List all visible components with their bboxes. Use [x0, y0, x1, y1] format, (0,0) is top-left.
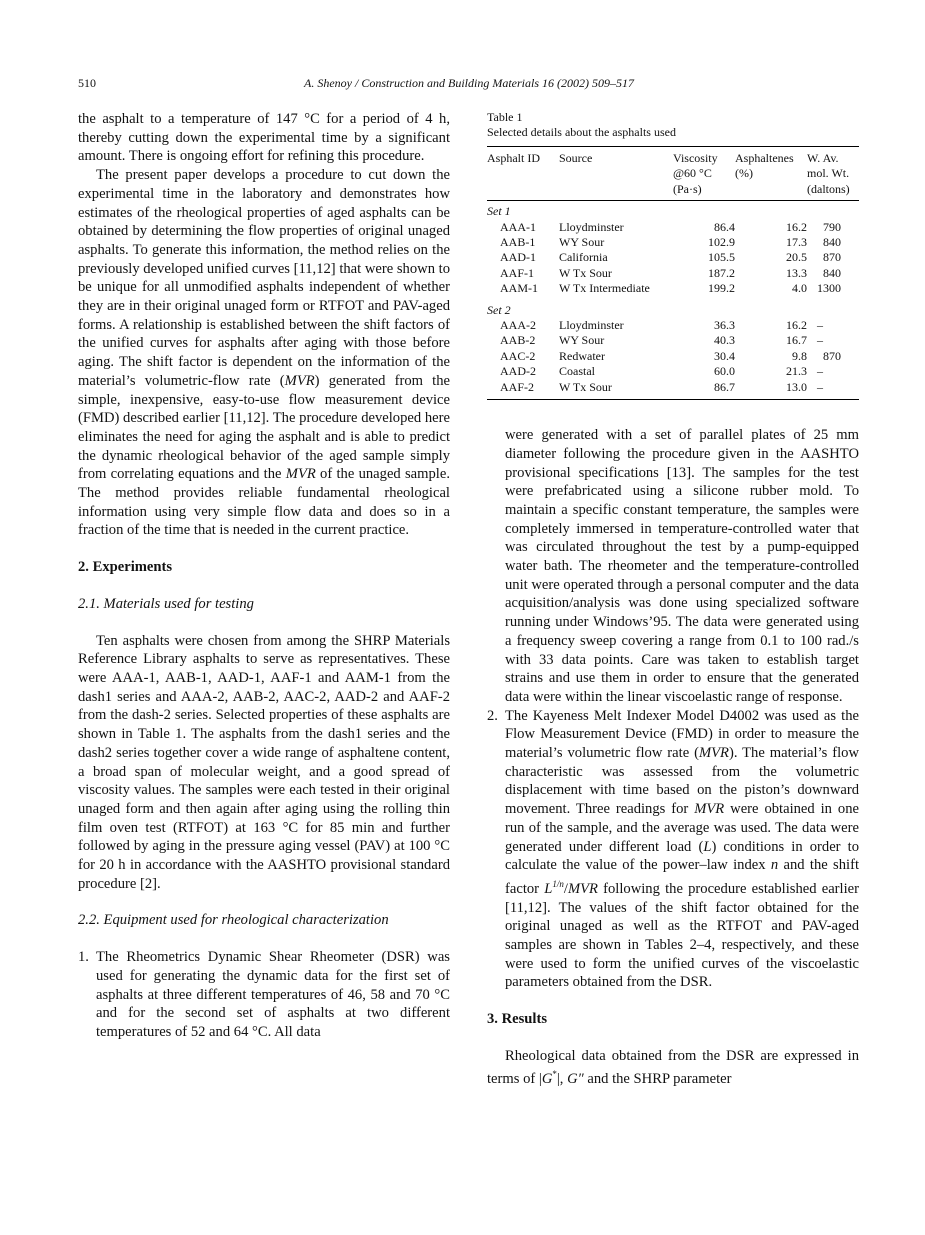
table-row: AAB-1 WY Sour 102.9 17.3 840	[500, 235, 841, 250]
equipment-list-continued	[487, 426, 859, 992]
table-header-row	[487, 147, 859, 201]
subsection-heading-materials: 2.1. Materials used for testing	[78, 595, 254, 612]
paragraph-materials: Ten asphalts were chosen from among the SHRP Materials Reference Library asphalts to serve as representatives. These were AAA-1, AAB-1, AAD-1, AAF-1 and AAM-1 from the dash1 series and AAA-2, AAB-2, AAC-2, AAD-2 and AAF-2 from the dash-2 series. Selected properties of these asphalts are shown in Table 1. The asphalts from the dash1 series and the dash2 series together cover a wide range of asphaltene content, a broad span of molecular weight, and a good spread of viscosity values. The samples were each tested in their original unaged form and then again after aging using the rolling thin film oven test (RTFOT) at 163 °C for 85 min and further followed by aging in the pressure aging vessel (PAV) at 100 °C for 20 h in accordance with the AASHTO provisional standard procedure [2].	[78, 632, 450, 892]
left-column	[78, 110, 450, 1042]
col-header-mw: W. Av. mol. Wt. (daltons)	[807, 147, 859, 201]
list-item-dsr: 1. The Rheometrics Dynamic Shear Rheometer (DSR) was used for generating the dynamic data for the first set of asphalts at three different temperatures of 46, 58 and 70 °C and for the second set of asphalts at two different temperatures of 52 and 64 °C. All data	[78, 949, 450, 1040]
table-row: AAA-1 Lloydminster 86.4 16.2 790	[500, 219, 841, 234]
set-label-row: Set 2	[487, 302, 511, 317]
paragraph-present-paper: The present paper develops a procedure to cut down the experimental time in the laboratory and demonstrates how estimates of the rheological properties of aged asphalts can be obtained by determining the flow properties of original unaged asphalts. To generate this information, the method relies on the previously developed unified curves [11,12] that were shown to be unique for all unmodified asphalts independent of whether they are in their original unaged form or RTFOT and PAV-aged forms. A relationship is established between the shift factors of the unified curves for asphalts after aging with those before aging. The shift factor is dependent on the information of the material’s volumetric-flow rate (MVR) generated from the simple, inexpensive, easy-to-use flow measurement device (FMD) described earlier [11,12]. The procedure developed here eliminates the need for aging the asphalt and is able to predict the dynamic rheological behavior of the aged sample simply from correlating equations and the MVR of the unaged sample. The method provides reliable fundamental rheological information using very simple flow data and does so in a fraction of the time that is needed in the current practice.	[78, 167, 451, 539]
table-row: AAD-2 Coastal 60.0 21.3 –	[500, 364, 823, 379]
page-header	[78, 76, 860, 94]
asphalt-table	[487, 146, 859, 400]
table-row: AAC-2 Redwater 30.4 9.8 870	[500, 348, 841, 363]
table-label: Table 1	[487, 110, 523, 124]
list-item-fmd: 2. The Kayeness Melt Indexer Model D4002 was used as the Flow Measurement Device (FMD) in order to measure the material’s volumetric flow rate (MVR). The material’s flow characteristic was assessed from the volumetric displacement with time based on the piston’s downward movement. Three readings for MVR were obtained in one run of the sample, and the average was used. The data were generated under different load (L) conditions in order to calculate the value of the power–law index n and the shift factor $L^{1/n}$/MVR following the procedure established earlier [11,12]. The values of the shift factor obtained for the original unaged as well as the RTFOT and PAV-aged samples are shown in Tables 2–4, respectively, and these were used to form the unified curves of the viscoelastic parameters obtained from the DSR.	[487, 707, 859, 991]
paragraph-intro-continuation: the asphalt to a temperature of 147 °C for a period of 4 h, thereby cutting down the experimental time by a significant amount. There is ongoing effort for refining this procedure.	[78, 111, 450, 165]
table-row: AAA-2 Lloydminster 36.3 16.2 –	[500, 318, 823, 333]
col-header-viscosity: Viscosity @60 °C (Pa·s)	[673, 147, 735, 201]
running-title: A. Shenoy / Construction and Building Materials 16 (2002) 509–517	[304, 76, 634, 90]
col-header-source: Source	[559, 147, 673, 201]
table-title: Selected details about the asphalts used	[487, 125, 676, 139]
set-label-row: Set 1	[487, 204, 511, 219]
table-row: AAB-2 WY Sour 40.3 16.7 –	[500, 333, 823, 348]
col-header-asphaltenes: Asphaltenes (%)	[735, 147, 807, 201]
table-row: AAF-1 W Tx Sour 187.2 13.3 840	[500, 265, 841, 280]
table-caption	[487, 110, 859, 140]
section-heading-results: 3. Results	[487, 1011, 547, 1028]
page-number: 510	[78, 76, 96, 90]
table-row: AAF-2 W Tx Sour 86.7 13.0 –	[487, 380, 859, 400]
subsection-heading-equipment: 2.2. Equipment used for rheological characterization	[78, 912, 389, 929]
table-row: AAD-1 California 105.5 20.5 870	[500, 250, 841, 265]
equipment-list	[78, 948, 450, 1042]
section-heading-experiments: 2. Experiments	[78, 559, 173, 576]
list-item-dsr-continued: were generated with a set of parallel plates of 25 mm diameter following the procedure given in the AASHTO provisional specifications [13]. The samples for the test were prefabricated using a silicone rubber mold. To maintain a specific constant temperature, the samples were completely immersed in temperature-controlled water that was circulated throughout the test by a pump-equipped water bath. The rheometer and the temperature-controlled unit were operated through a personal computer and the data acquisition/analysis was done using specialized software running under Windows’95. The data were generated using a frequency sweep covering a range from 0.1 to 100 rad./s with 33 data points. Care was taken to establish target strains and use them in order to ensure that the generated data were within the linear viscoelastic range of response.	[505, 427, 859, 705]
col-header-id: Asphalt ID	[487, 147, 559, 201]
paragraph-results: Rheological data obtained from the DSR are expressed in terms of |G*|, G″ and the SHRP parameter	[487, 1047, 859, 1088]
table-row: AAM-1 W Tx Intermediate 199.2 4.0 1300	[500, 281, 841, 296]
right-column	[487, 110, 859, 1089]
